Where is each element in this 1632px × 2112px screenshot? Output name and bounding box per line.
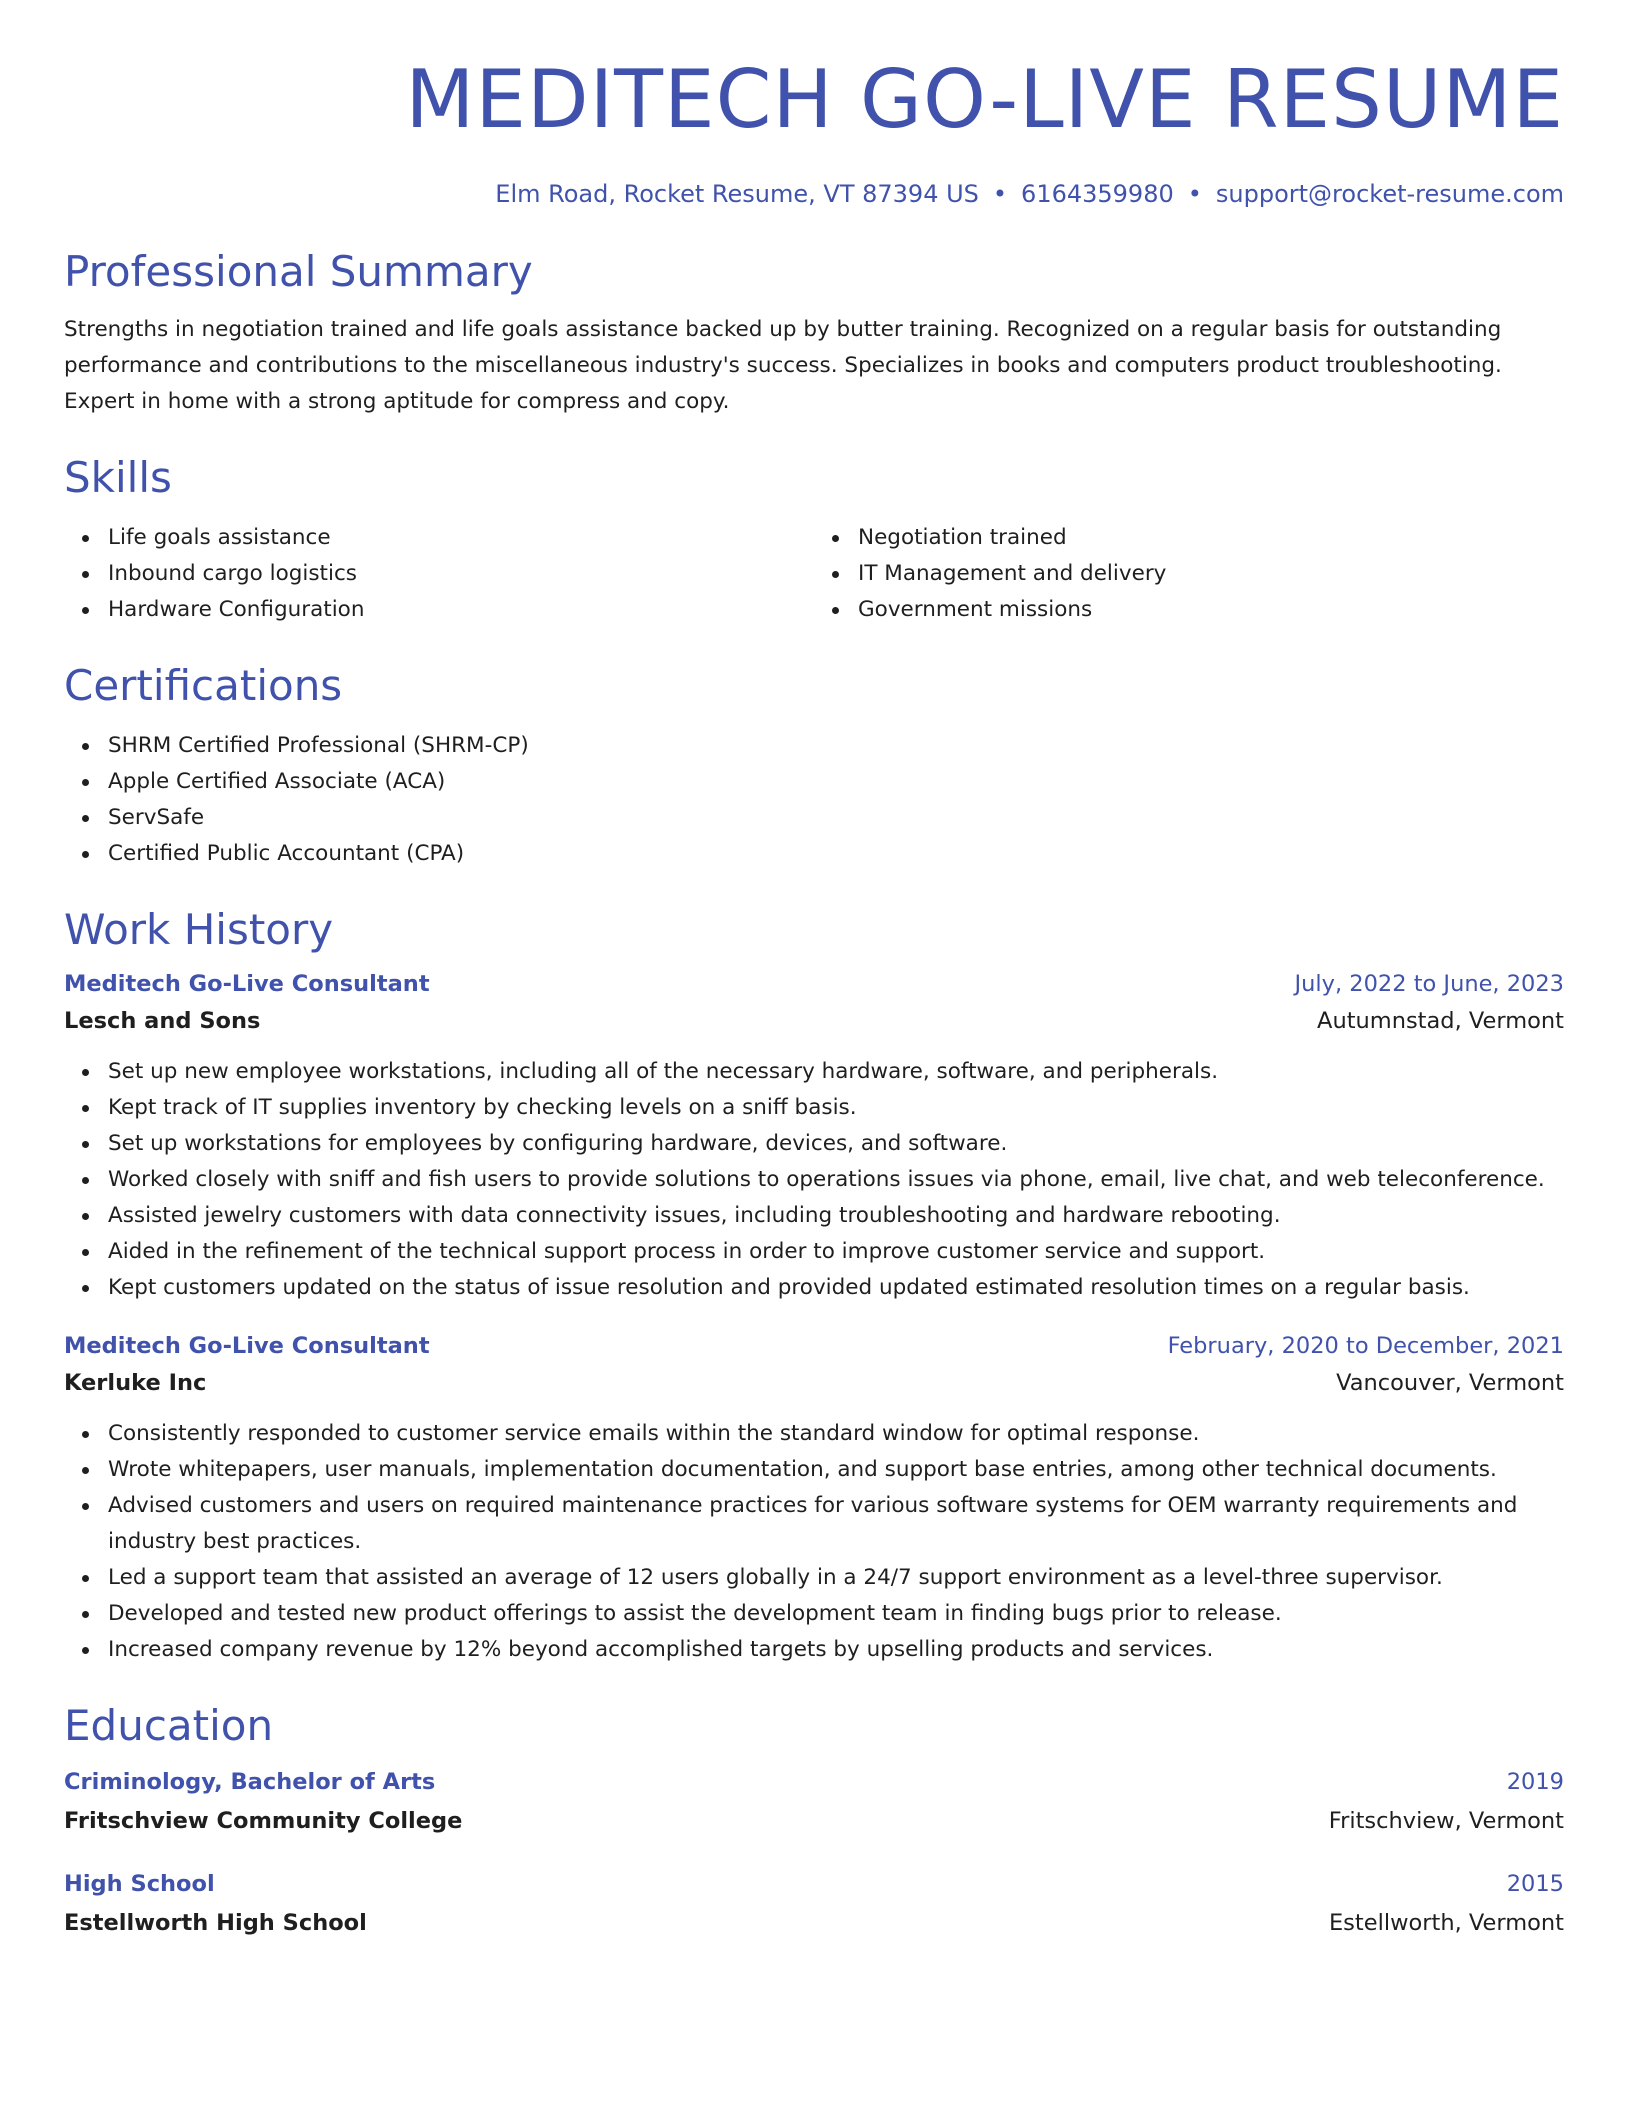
contact-line [64, 178, 1564, 210]
job-bullet: Set up new employee workstations, including all of the necessary hardware, software, and peripherals. [108, 1054, 1564, 1090]
skills-left-list [64, 520, 814, 628]
work-history-section [64, 904, 1564, 1668]
education-entry [64, 1764, 1564, 1842]
job-bullet: Led a support team that assisted an average of 12 users globally in a 24/7 support environment as a level-three supervisor. [108, 1560, 1564, 1596]
contact-phone: 6164359980 [1021, 180, 1174, 208]
skills-right-list [814, 520, 1564, 628]
resume-header [64, 52, 1564, 210]
skills-heading: Skills [64, 453, 172, 502]
certifications-list [64, 728, 1564, 872]
job-bullets [64, 1054, 1564, 1306]
job-company-row [64, 1002, 1564, 1040]
job-bullet: Wrote whitepapers, user manuals, implementation documentation, and support base entries, among other technical documents. [108, 1452, 1564, 1488]
skill-item: Negotiation trained [858, 520, 1564, 556]
job-location: Autumnstad, Vermont [1317, 1008, 1564, 1034]
skill-item: Hardware Configuration [108, 592, 814, 628]
education-location: Estellworth, Vermont [1328, 1910, 1564, 1936]
education-school-row [64, 1902, 1564, 1944]
job-entry [64, 966, 1564, 1306]
job-company: Kerluke Inc [64, 1370, 207, 1396]
job-company-row [64, 1364, 1564, 1402]
skills-section [64, 452, 1564, 628]
job-bullet: Aided in the refinement of the technical support process in order to improve customer service and support. [108, 1234, 1564, 1270]
education-heading: Education [64, 1701, 274, 1750]
contact-email: support@rocket-resume.com [1215, 180, 1564, 208]
summary-text: Strengths in negotiation trained and life goals assistance backed up by butter training. Recognized on a regular basis for outstanding performance and contributions to the miscellaneous industry's success. Specializes in books and computers product troubleshooting. Expert in home with a strong aptitude for compress and copy. [64, 317, 1502, 414]
certification-item: ServSafe [108, 800, 1564, 836]
contact-separator: • [1187, 180, 1202, 208]
education-school: Fritschview Community College [64, 1808, 463, 1834]
resume-page [64, 52, 1564, 1944]
education-degree-row [64, 1866, 1564, 1902]
job-dates: February, 2020 to December, 2021 [1167, 1333, 1564, 1359]
certifications-heading: Certifications [64, 661, 343, 710]
job-company: Lesch and Sons [64, 1008, 261, 1034]
job-bullet: Increased company revenue by 12% beyond accomplished targets by upselling products and services. [108, 1632, 1564, 1668]
education-degree: Criminology, Bachelor of Arts [64, 1769, 436, 1795]
contact-address: Elm Road, Rocket Resume, VT 87394 US [495, 180, 979, 208]
job-title-row [64, 966, 1564, 1002]
skill-item: Inbound cargo logistics [108, 556, 814, 592]
job-bullet: Consistently responded to customer service emails within the standard window for optimal response. [108, 1416, 1564, 1452]
certification-item: SHRM Certified Professional (SHRM-CP) [108, 728, 1564, 764]
summary-section [64, 246, 1564, 420]
certification-item: Certified Public Accountant (CPA) [108, 836, 1564, 872]
resume-name: MEDITECH GO-LIVE RESUME [405, 53, 1564, 146]
job-bullet: Assisted jewelry customers with data connectivity issues, including troubleshooting and hardware rebooting. [108, 1198, 1564, 1234]
skill-item: Life goals assistance [108, 520, 814, 556]
education-school: Estellworth High School [64, 1910, 367, 1936]
education-entry [64, 1866, 1564, 1944]
job-bullet: Developed and tested new product offerings to assist the development team in finding bugs prior to release. [108, 1596, 1564, 1632]
job-location: Vancouver, Vermont [1336, 1370, 1564, 1396]
job-title: Meditech Go-Live Consultant [64, 971, 430, 997]
contact-separator: • [992, 180, 1008, 208]
summary-heading: Professional Summary [64, 247, 533, 296]
job-bullet: Kept track of IT supplies inventory by checking levels on a sniff basis. [108, 1090, 1564, 1126]
education-year: 2015 [1506, 1871, 1564, 1897]
education-degree: High School [64, 1871, 215, 1897]
job-title-row [64, 1328, 1564, 1364]
education-location: Fritschview, Vermont [1328, 1808, 1564, 1834]
job-bullet: Advised customers and users on required maintenance practices for various software systems for OEM warranty requirements and industry best practices. [108, 1488, 1564, 1560]
education-school-row [64, 1800, 1564, 1842]
skill-item: IT Management and delivery [858, 556, 1564, 592]
education-section [64, 1700, 1564, 1944]
skill-item: Government missions [858, 592, 1564, 628]
job-dates: July, 2022 to June, 2023 [1294, 971, 1564, 997]
job-bullets [64, 1416, 1564, 1668]
certification-item: Apple Certified Associate (ACA) [108, 764, 1564, 800]
work-history-heading: Work History [64, 905, 334, 954]
job-bullet: Kept customers updated on the status of issue resolution and provided updated estimated resolution times on a regular basis. [108, 1270, 1564, 1306]
skills-columns [64, 520, 1564, 628]
education-degree-row [64, 1764, 1564, 1800]
job-bullet: Set up workstations for employees by configuring hardware, devices, and software. [108, 1126, 1564, 1162]
job-entry [64, 1328, 1564, 1668]
job-title: Meditech Go-Live Consultant [64, 1333, 430, 1359]
certifications-section [64, 660, 1564, 872]
education-year: 2019 [1506, 1769, 1564, 1795]
job-bullet: Worked closely with sniff and fish users to provide solutions to operations issues via phone, email, live chat, and web teleconference. [108, 1162, 1564, 1198]
